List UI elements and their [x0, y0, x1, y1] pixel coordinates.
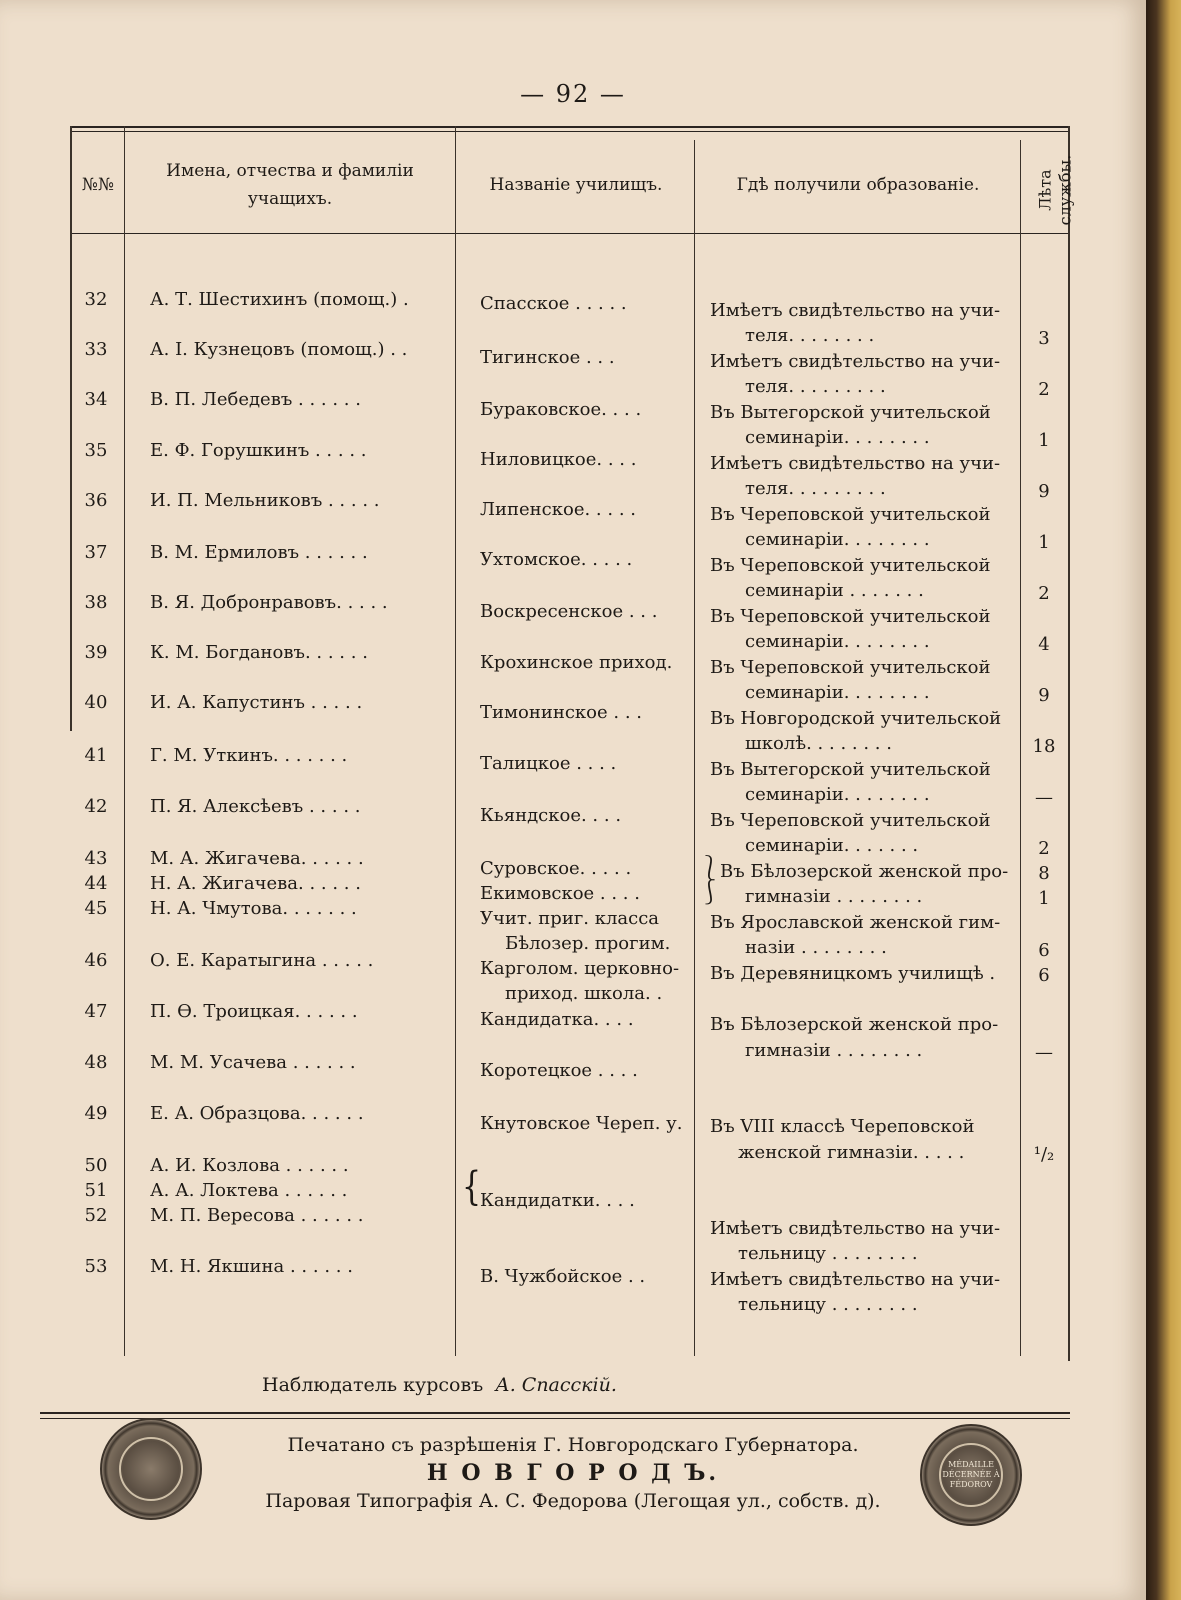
education-line: Имѣетъ свидѣтельство на учи-	[710, 300, 1001, 321]
service-years: —	[1035, 787, 1053, 808]
service-years: 2	[1038, 838, 1050, 859]
education-line: Въ Ярославской женской гим-	[710, 912, 1001, 933]
row-number: 43	[84, 848, 108, 869]
table-top-rule-thin	[70, 131, 1070, 132]
service-years: —	[1035, 1042, 1053, 1063]
education-line: теля. . . . . . . . .	[745, 376, 886, 397]
header-years: Лѣта службы.	[1035, 154, 1074, 226]
header-name: Имена, отчества и фамиліи учащихъ.	[166, 161, 414, 209]
row-number: 44	[84, 873, 108, 894]
education-line: семинаріи. . . . . . . .	[745, 784, 930, 805]
service-years: 4	[1038, 634, 1050, 655]
page-number: — 92 —	[520, 80, 626, 108]
school-name: Кьяндское. . . .	[480, 805, 622, 826]
service-years: 1	[1038, 430, 1050, 451]
education-line: теля. . . . . . . . .	[745, 478, 886, 499]
service-years: 2	[1038, 379, 1050, 400]
row-number: 48	[84, 1052, 108, 1073]
teacher-name: М. М. Усачева . . . . . .	[150, 1052, 356, 1073]
school-name: Учит. приг. класса	[480, 908, 660, 929]
footer-rule-thin	[40, 1418, 1070, 1419]
service-years: 6	[1038, 940, 1050, 961]
education-line: Въ Череповской учительской	[710, 606, 991, 627]
teacher-name: К. М. Богдановъ. . . . . .	[150, 642, 368, 663]
service-years: 1	[1038, 888, 1050, 909]
column-divider-1	[124, 126, 125, 1356]
column-divider-2	[455, 126, 456, 1356]
service-years: 2	[1038, 583, 1050, 604]
row-number: 46	[84, 950, 108, 971]
education-line: семинаріи. . . . . . . .	[745, 682, 930, 703]
row-number: 38	[84, 592, 108, 613]
school-name: Тимонинское . . .	[480, 702, 642, 723]
teacher-name: П. Я. Алексѣевъ . . . . .	[150, 796, 361, 817]
book-spine-edge	[1146, 0, 1181, 1600]
education-line: Въ Деревяницкомъ училищѣ .	[710, 963, 996, 984]
education-line: Въ Вытегорской учительской	[710, 759, 991, 780]
education-line: тельницу . . . . . . . .	[738, 1243, 918, 1264]
teacher-name: В. Я. Добронравовъ. . . . .	[150, 592, 388, 613]
table-top-rule	[70, 126, 1070, 128]
row-number: 49	[84, 1103, 108, 1124]
education-line: Имѣетъ свидѣтельство на учи-	[710, 1269, 1001, 1290]
education-line: гимназіи . . . . . . . .	[745, 1040, 923, 1061]
school-name: Кандидатка. . . .	[480, 1009, 634, 1030]
imprint-permission: Печатано съ разрѣшенія Г. Новгородскаго Губернатора.	[287, 1434, 859, 1456]
service-years: 8	[1038, 863, 1050, 884]
education-line: Въ Новгородской учительской	[710, 708, 1002, 729]
education-line: теля. . . . . . . .	[745, 325, 875, 346]
teacher-name: И. П. Мельниковъ . . . . .	[150, 490, 380, 511]
row-number: 34	[84, 389, 108, 410]
teacher-name: А. І. Кузнецовъ (помощ.) . .	[150, 339, 408, 360]
education-line: школѣ. . . . . . . .	[745, 733, 892, 754]
row-number: 47	[84, 1001, 108, 1022]
service-years: 9	[1038, 481, 1050, 502]
school-name: Ухтомское. . . . .	[480, 549, 633, 570]
education-line: тельницу . . . . . . . .	[738, 1294, 918, 1315]
teacher-name: Е. А. Образцова. . . . . .	[150, 1103, 364, 1124]
school-name: Суровское. . . . .	[480, 858, 632, 879]
row-number: 50	[84, 1155, 108, 1176]
school-name: Талицкое . . . .	[480, 753, 617, 774]
imprint-city: Н О В Г О Р О Д Ъ.	[426, 1460, 720, 1486]
teacher-name: А. А. Локтева . . . . . .	[150, 1180, 348, 1201]
teacher-name: П. Ѳ. Троицкая. . . . . .	[150, 1001, 358, 1022]
education-line: семинаріи. . . . . . .	[745, 835, 919, 856]
row-number: 52	[84, 1205, 108, 1226]
school-name: Коротецкое . . . .	[480, 1060, 638, 1081]
signature-line	[262, 1372, 617, 1398]
table-header-rule	[70, 233, 1070, 234]
education-line: семинаріи. . . . . . . .	[745, 529, 930, 550]
row-number: 33	[84, 339, 108, 360]
imprint-printer: Паровая Типографія А. С. Федорова (Легощая ул., собств. д).	[265, 1490, 881, 1512]
grouping-brace: ⎱	[698, 854, 722, 882]
education-line: Въ Череповской учительской	[710, 555, 991, 576]
column-divider-3	[694, 140, 695, 1356]
school-name: В. Чужбойское . .	[480, 1266, 646, 1287]
row-number: 53	[84, 1256, 108, 1277]
school-name: Бураковское. . . .	[480, 399, 642, 420]
row-number: 51	[84, 1180, 108, 1201]
education-line: женской гимназіи. . . . .	[738, 1142, 965, 1163]
education-line: Въ Череповской учительской	[710, 657, 991, 678]
signature-name: А. Спасскій.	[495, 1374, 617, 1396]
teacher-name: М. А. Жигачева. . . . . .	[150, 848, 364, 869]
teacher-name: М. Н. Якшина . . . . . .	[150, 1256, 353, 1277]
service-years: 6	[1038, 965, 1050, 986]
education-line: семинаріи. . . . . . . .	[745, 427, 930, 448]
school-name: Тигинское . . .	[480, 347, 615, 368]
teacher-name: М. П. Вересова . . . . . .	[150, 1205, 364, 1226]
teacher-name: А. Т. Шестихинъ (помощ.) .	[150, 289, 409, 310]
school-name-continued: приход. школа. .	[505, 983, 663, 1004]
school-name: Кандидатки. . . .	[480, 1190, 635, 1211]
row-number: 32	[84, 289, 108, 310]
education-line: Въ Череповской учительской	[710, 810, 991, 831]
school-name: Липенское. . . . .	[480, 499, 636, 520]
school-name: Карголом. церковно-	[480, 958, 680, 979]
teacher-name: Н. А. Жигачева. . . . . .	[150, 873, 361, 894]
row-number: 37	[84, 542, 108, 563]
service-years: 3	[1038, 328, 1050, 349]
teacher-name: Е. Ф. Горушкинъ . . . . .	[150, 440, 367, 461]
signature-label: Наблюдатель курсовъ	[262, 1374, 484, 1396]
row-number: 36	[84, 490, 108, 511]
teacher-name: В. П. Лебедевъ . . . . . .	[150, 389, 361, 410]
grouping-brace: {	[462, 1164, 482, 1211]
teacher-name: Н. А. Чмутова. . . . . . .	[150, 898, 357, 919]
education-line: Въ Бѣлозерской женской про-	[710, 1014, 999, 1035]
row-number: 40	[84, 692, 108, 713]
teacher-name: А. И. Козлова . . . . . .	[150, 1155, 349, 1176]
school-name: Крохинское приход.	[480, 652, 673, 673]
education-line: Въ Вытегорской учительской	[710, 402, 991, 423]
row-number: 42	[84, 796, 108, 817]
education-line: Въ Череповской учительской	[710, 504, 991, 525]
school-name: Ниловицкое. . . .	[480, 449, 637, 470]
school-name-continued: Бѣлозер. прогим.	[505, 933, 671, 954]
row-number: 35	[84, 440, 108, 461]
education-line: семинаріи . . . . . . .	[745, 580, 924, 601]
teacher-name: Г. М. Уткинъ. . . . . . .	[150, 745, 348, 766]
row-number: 45	[84, 898, 108, 919]
education-line: семинаріи. . . . . . . .	[745, 631, 930, 652]
grouping-brace: ⎰	[698, 878, 722, 906]
education-line: Имѣетъ свидѣтельство на учи-	[710, 351, 1001, 372]
service-years: 9	[1038, 685, 1050, 706]
teacher-name: В. М. Ермиловъ . . . . . .	[150, 542, 368, 563]
header-school: Названіе училищъ.	[489, 175, 663, 195]
school-name: Екимовское . . . .	[480, 883, 640, 904]
service-years: 18	[1032, 736, 1056, 757]
education-line: Въ VIII классѣ Череповской	[710, 1116, 975, 1137]
row-number: 39	[84, 642, 108, 663]
school-name: Кнутовское Череп. у.	[480, 1113, 683, 1134]
teacher-name: О. Е. Каратыгина . . . . .	[150, 950, 374, 971]
school-name: Воскресенское . . .	[480, 601, 658, 622]
service-years: ¹/₂	[1033, 1144, 1055, 1165]
education-line: гимназіи . . . . . . . .	[745, 886, 923, 907]
header-num: №№	[81, 175, 115, 195]
education-line: Имѣетъ свидѣтельство на учи-	[710, 453, 1001, 474]
service-years: 1	[1038, 532, 1050, 553]
school-name: Спасское . . . . .	[480, 293, 627, 314]
education-line: назіи . . . . . . . .	[745, 937, 887, 958]
row-number: 41	[84, 745, 108, 766]
right-medal-seal: MÉDAILLE DÉCERNÉE À FÉDOROV	[920, 1424, 1022, 1526]
teacher-name: И. А. Капустинъ . . . . .	[150, 692, 363, 713]
footer-rule	[40, 1412, 1070, 1414]
education-line: Въ Бѣлозерской женской про-	[720, 861, 1009, 882]
education-line: Имѣетъ свидѣтельство на учи-	[710, 1218, 1001, 1239]
header-education: Гдѣ получили образованіе.	[736, 175, 980, 195]
